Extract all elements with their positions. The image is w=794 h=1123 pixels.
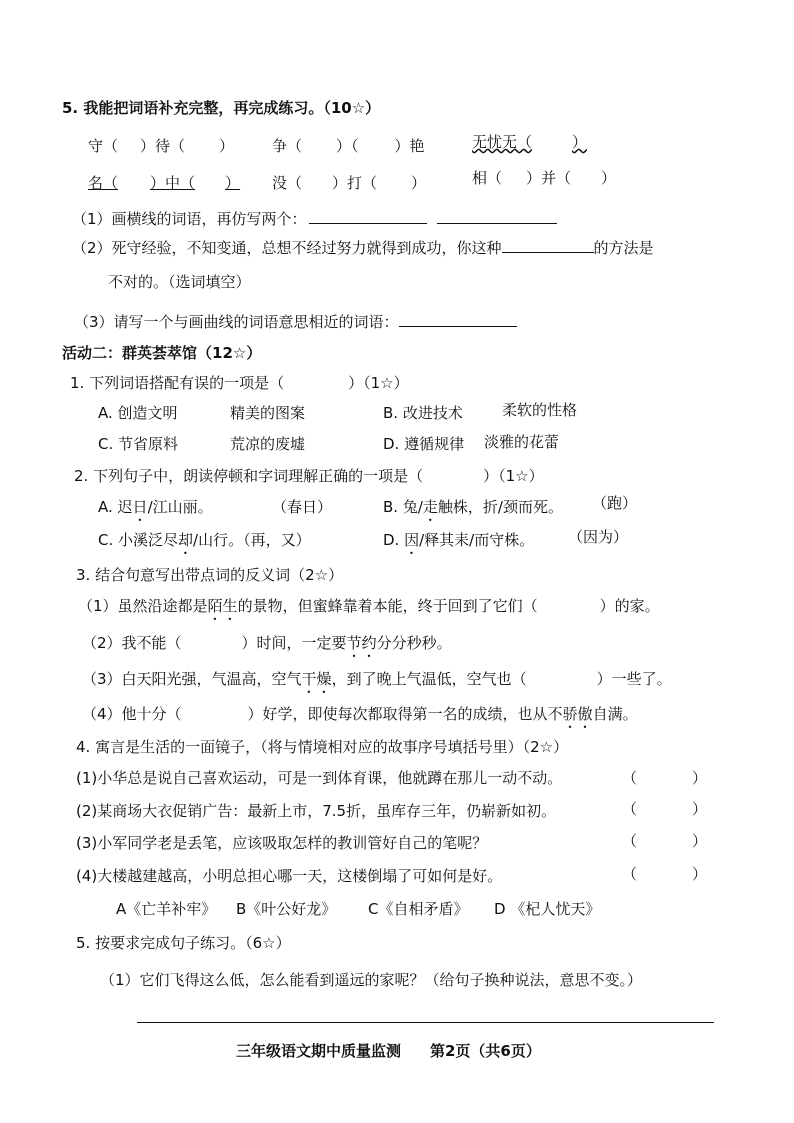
option-B-note: （跑） [592,494,638,512]
option-D: D. 遵循规律 [383,435,465,453]
question-1 [70,373,409,393]
dotted-char: 走 [422,498,438,516]
wavy-word-part: 无忧无（ [472,133,533,151]
sentence-3-2 [82,633,452,661]
dotted-char: 因 [404,531,420,549]
option-text: /山行。 [193,531,244,549]
dotted-word: 陌生 [207,597,238,615]
scenario-2: (2)某商场大衣促销广告：最新上市，7.5折，虽库存三年，仍崭新如初。 [76,802,557,820]
question-text: （1）画横线的词语，再仿写两个： [72,210,307,228]
word-row-2c [472,168,616,188]
word-blank: ）中（ [150,174,196,192]
option-C-text: 荒凉的废墟 [230,435,306,453]
option-text: C. 小溪泛尽 [98,531,179,549]
question-5: 5. 按要求完成句子练习。（6☆） [76,934,291,952]
sentence-text: ）的家。 [599,597,660,615]
sentence-text: ）一些了。 [596,670,672,688]
dotted-word: 节约 [346,634,377,652]
sentence-text: ）时间，一定要 [241,634,347,652]
option-C: C. 节省原料 [98,435,179,453]
word-blank: ）艳 [394,137,425,155]
fable-option-B: B《叶公好龙》 [236,900,337,918]
word-row-2b [272,173,426,193]
question-text: （2）死守经验，不知变通，总想不经过努力就得到成功，你这种 [72,239,502,257]
answer-paren-close: ） [692,832,708,850]
underlined-word [88,174,240,192]
word-row-2 [88,173,240,193]
dotted-char: 却 [178,531,194,549]
question-5-3 [74,310,517,332]
footer-divider [137,1022,714,1023]
answer-paren-open[interactable]: （ [622,769,638,787]
answer-paren-open[interactable]: （ [622,832,638,850]
word-blank: ） [219,137,235,155]
footer-title: 三年级语文期中质量监测 [236,1042,402,1060]
sentence-text: （3）白天阳光强，气温高，空气 [82,670,302,688]
option-note: （再，又） [243,531,311,549]
word-blank: 争（ [272,137,303,155]
option-text: 触株，折/颈而死。 [437,498,563,516]
option-C [98,530,311,558]
option-D [383,530,534,558]
option-text: /江山丽。 [147,498,213,516]
answer-line[interactable] [399,310,517,327]
word-blank: 相（ [472,169,503,187]
option-A [98,497,213,525]
option-B [383,497,563,525]
sentence-text: ）好学，即使每次都取得第一名的成绩，也从不 [247,705,563,723]
question-4: 4. 寓言是生活的一面镜子，（将与情境相对应的故事序号填括号里）（2☆） [76,738,569,756]
option-B-text: 柔软的性格 [502,401,578,419]
fable-option-C: C《自相矛盾》 [368,900,469,918]
option-text: B. 兔/ [383,498,423,516]
question-text: ）（1☆） [483,467,544,485]
question-3: 3. 结合句意写出带点词的反义词（2☆） [76,566,344,584]
sentence-text: （1）虽然沿途都是 [78,597,208,615]
question-text: 2. 下列句子中，朗读停顿和字词理解正确的一项是（ [74,467,424,485]
fable-option-A: A《亡羊补牢》 [116,900,217,918]
question-2 [74,466,544,486]
question-text: ）（1☆） [348,374,409,392]
word-blank: ）（ [336,137,359,155]
section-heading: 5. 我能把词语补充完整，再完成练习。（10☆） [62,99,381,117]
sentence-text: ，到了晚上气温低，空气也（ [331,670,527,688]
answer-paren-open[interactable]: （ [622,800,638,818]
answer-line[interactable] [309,207,427,224]
dotted-word: 骄傲 [562,705,593,723]
question-text: 的方法是 [593,239,654,257]
sentence-3-3 [82,669,672,697]
option-B: B. 改进技术 [383,404,463,422]
dotted-char: 日 [132,498,148,516]
option-text: D. [383,531,405,549]
word-blank: ） [225,174,241,192]
sentence-5-1: （1）它们飞得这么低，怎么能看到遥远的家呢？（给句子换种说法，意思不变。） [100,971,643,989]
sentence-text: （2）我不能（ [82,634,182,652]
sentence-text: （4）他十分（ [82,705,182,723]
wavy-word [472,132,587,152]
question-5-2 [72,236,654,258]
word-blank: 没（ [272,174,303,192]
option-D-text: 淡雅的花蕾 [484,433,560,451]
answer-paren-close: ） [692,865,708,883]
activity-heading: 活动二：群英荟萃馆（12☆） [62,344,262,362]
option-text: A. 迟 [98,498,133,516]
sentence-text: 的景物，但蜜蜂靠着本能，终于回到了它们（ [237,597,538,615]
answer-line[interactable] [437,207,557,224]
option-A-note: （春日） [272,498,333,516]
fable-option-D: D 《杞人忧天》 [494,900,601,918]
answer-paren-close: ） [692,800,708,818]
question-5-1 [72,207,557,229]
word-blank: ）待（ [140,137,186,155]
question-5-2-cont: 不对的。（选词填空） [108,273,251,291]
answer-line[interactable] [502,236,594,253]
sentence-text: 自满。 [592,705,638,723]
scenario-3: (3)小军同学老是丢笔，应该吸取怎样的教训管好自己的笔呢？ [76,834,488,852]
word-blank: ） [601,169,617,187]
wavy-word-end: ） [572,133,588,151]
word-blank: 守（ [88,137,119,155]
word-blank: ）打（ [332,174,378,192]
sentence-3-1 [78,596,660,624]
sentence-text: 分分秒秒。 [376,634,452,652]
word-row-1 [88,136,234,156]
option-A-text: 精美的图案 [230,404,306,422]
scenario-1: (1)小华总是说自己喜欢运动，可是一到体育课，他就蹲在那儿一动不动。 [76,769,563,787]
word-row-1b [272,136,425,156]
option-text: /释其耒/而守株。 [419,531,535,549]
dotted-word: 干燥 [301,670,332,688]
word-blank: ）并（ [526,169,572,187]
question-text: 1. 下列词语搭配有误的一项是（ [70,374,285,392]
word-blank: 名（ [88,174,119,192]
footer-page-number: 第2页（共6页） [430,1042,541,1060]
word-blank: ） [411,174,427,192]
answer-paren-open[interactable]: （ [622,865,638,883]
scenario-4: (4)大楼越建越高，小明总担心哪一天，这楼倒塌了可如何是好。 [76,867,503,885]
answer-paren-close: ） [692,769,708,787]
option-A: A. 创造文明 [98,404,178,422]
option-D-note: （因为） [568,528,629,546]
wavy-word-text [472,133,587,151]
question-text: （3）请写一个与画曲线的词语意思相近的词语： [74,313,399,331]
sentence-3-4 [82,704,638,732]
